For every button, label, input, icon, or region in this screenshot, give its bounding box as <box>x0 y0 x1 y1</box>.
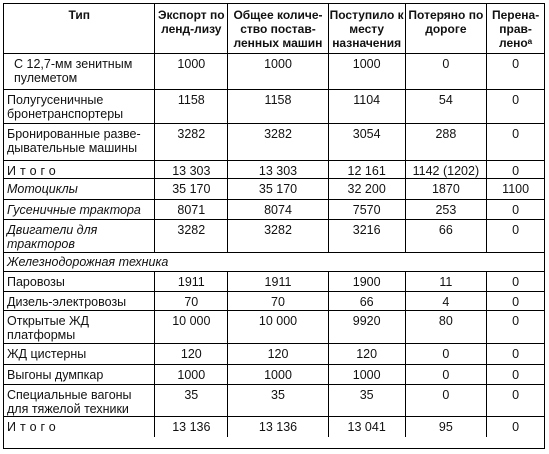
table-row <box>4 417 544 437</box>
cell-arrived: 12 161 <box>329 161 406 178</box>
cell-lost: 288 <box>406 124 488 160</box>
cell-lost: 80 <box>406 311 488 343</box>
cell-total: 1911 <box>228 272 329 291</box>
cell-total: 13 303 <box>228 161 329 178</box>
cell-lost: 95 <box>406 417 488 437</box>
cell-total: 3282 <box>228 124 329 160</box>
cell-redirected: 0 <box>512 347 520 361</box>
header-export: Экспорт по ленд-лизу <box>155 4 228 53</box>
cell-total: 8074 <box>228 200 329 219</box>
table-header-row <box>4 4 544 54</box>
cell-total: 35 <box>228 385 329 416</box>
table-row <box>4 220 544 253</box>
cell-arrived: 9920 <box>329 311 406 343</box>
cell-arrived: 13 041 <box>329 417 406 437</box>
cell-type: С 12,7-мм зенитным пулеметом <box>4 54 155 89</box>
table-row <box>4 385 544 417</box>
cell-total: 13 136 <box>228 417 329 437</box>
section-title: Железнодорожная техника <box>7 255 169 269</box>
header-total: Общее количе-ство постав-ленных машин <box>228 4 329 53</box>
cell-arrived: 1000 <box>329 54 406 89</box>
table-body <box>4 54 544 437</box>
cell-type: Гусеничные трактора <box>4 200 155 219</box>
cell-lost: 66 <box>406 220 488 252</box>
cell-lost: 4 <box>406 292 488 310</box>
cell-redirected: 0 <box>512 57 520 71</box>
cell-total: 35 170 <box>228 179 329 199</box>
cell-arrived: 66 <box>329 292 406 310</box>
cell-export: 70 <box>155 292 228 310</box>
cell-arrived: 35 <box>329 385 406 416</box>
cell-lost: 54 <box>406 90 488 123</box>
cell-arrived: 1104 <box>329 90 406 123</box>
cell-type: Выгоны думпкар <box>4 365 155 384</box>
cell-export: 8071 <box>155 200 228 219</box>
table-row <box>4 124 544 161</box>
cell-redirected: 0 <box>512 164 520 178</box>
cell-redirected: 0 <box>512 314 520 328</box>
header-redirected: Перена-прав-леноᵃ <box>491 8 540 50</box>
cell-redirected: 0 <box>512 127 520 141</box>
cell-arrived: 120 <box>329 344 406 364</box>
cell-export: 10 000 <box>155 311 228 343</box>
cell-redirected: 0 <box>512 275 520 289</box>
header-type: Тип <box>4 4 155 53</box>
cell-lost: 0 <box>406 365 488 384</box>
cell-arrived: 7570 <box>329 200 406 219</box>
cell-redirected: 0 <box>512 295 520 309</box>
cell-redirected: 1100 <box>502 182 530 196</box>
header-lost: Потеряно по дороге <box>406 4 488 53</box>
table-row <box>4 365 544 385</box>
cell-type: Итого <box>4 417 155 437</box>
cell-type: Итого <box>4 161 155 178</box>
cell-arrived: 1900 <box>329 272 406 291</box>
cell-total: 10 000 <box>228 311 329 343</box>
cell-total: 1158 <box>228 90 329 123</box>
cell-total: 120 <box>228 344 329 364</box>
cell-export: 120 <box>155 344 228 364</box>
cell-export: 35 <box>155 385 228 416</box>
cell-type: Мотоциклы <box>4 179 155 199</box>
cell-lost: 0 <box>406 54 488 89</box>
cell-export: 1000 <box>155 54 228 89</box>
cell-type: Бронированные разве-дывательные машины <box>4 124 155 160</box>
cell-export: 1000 <box>155 365 228 384</box>
cell-arrived: 32 200 <box>329 179 406 199</box>
cell-arrived: 1000 <box>329 365 406 384</box>
cell-arrived: 3054 <box>329 124 406 160</box>
table-row <box>4 311 544 344</box>
cell-arrived: 3216 <box>329 220 406 252</box>
cell-lost: 1142 (1202) <box>406 161 488 178</box>
table-row <box>4 344 544 365</box>
table-row <box>4 292 544 311</box>
cell-export: 13 136 <box>155 417 228 437</box>
table-row <box>4 161 544 179</box>
cell-redirected: 0 <box>512 203 520 217</box>
cell-lost: 253 <box>406 200 488 219</box>
header-arrived: Поступило к месту назначения <box>329 4 406 53</box>
cell-type: Специальные вагоны для тяжелой техники <box>4 385 155 416</box>
cell-redirected: 0 <box>512 368 520 382</box>
cell-export: 3282 <box>155 220 228 252</box>
table-row <box>4 179 544 200</box>
cell-lost: 0 <box>406 344 488 364</box>
cell-redirected: 0 <box>512 420 520 434</box>
cell-total: 1000 <box>228 54 329 89</box>
cell-type: ЖД цистерны <box>4 344 155 364</box>
cell-redirected: 0 <box>512 93 520 107</box>
table-row <box>4 90 544 124</box>
cell-total: 70 <box>228 292 329 310</box>
cell-lost: 1870 <box>406 179 488 199</box>
cell-redirected: 0 <box>512 223 520 237</box>
cell-type: Двигатели для тракторов <box>4 220 155 252</box>
cell-redirected: 0 <box>512 388 520 402</box>
cell-lost: 11 <box>406 272 488 291</box>
cell-type: Дизель-электровозы <box>4 292 155 310</box>
table-row <box>4 272 544 292</box>
table-row <box>4 54 544 90</box>
cell-type: Открытые ЖД платформы <box>4 311 155 343</box>
cell-type: Полугусеничные бронетранспортеры <box>4 90 155 123</box>
cell-export: 1911 <box>155 272 228 291</box>
cell-export: 35 170 <box>155 179 228 199</box>
lend-lease-table <box>3 3 545 449</box>
cell-total: 3282 <box>228 220 329 252</box>
cell-export: 1158 <box>155 90 228 123</box>
cell-lost: 0 <box>406 385 488 416</box>
cell-export: 13 303 <box>155 161 228 178</box>
table-row <box>4 200 544 220</box>
cell-total: 1000 <box>228 365 329 384</box>
section-row <box>4 253 544 272</box>
cell-type: Паровозы <box>4 272 155 291</box>
cell-export: 3282 <box>155 124 228 160</box>
